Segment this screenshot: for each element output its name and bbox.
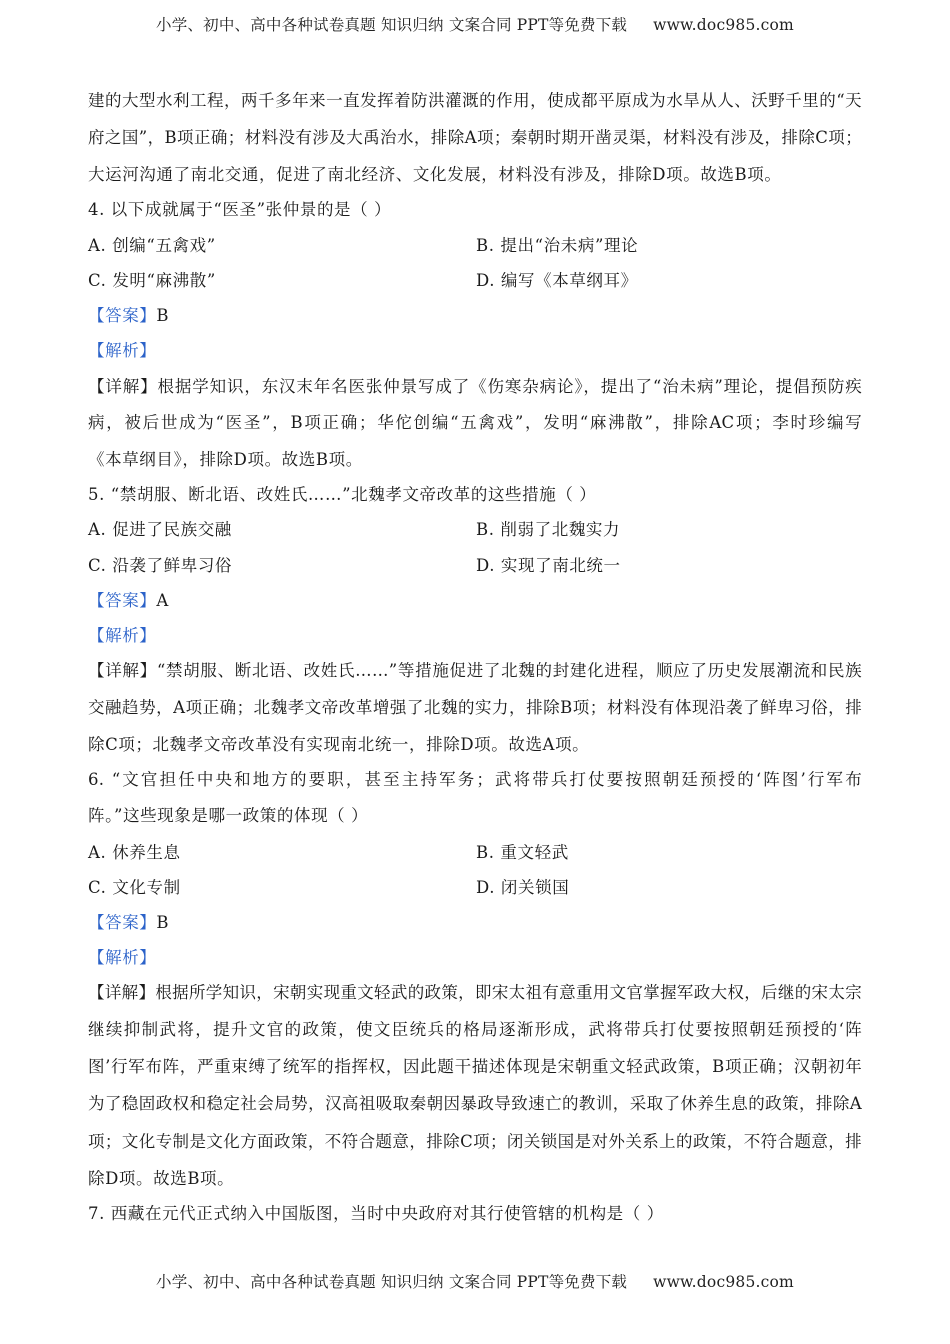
q4-question: 4. 以下成就属于“医圣”张仲景的是（ ）: [88, 200, 392, 219]
page-footer: [0, 1270, 950, 1292]
q4-answer: [88, 305, 169, 327]
q4-detail-line-2: 病，被后世成为“医圣”，B项正确；华佗创编“五禽戏”，发明“麻沸散”，排除AC项；李时珍编写: [88, 413, 862, 432]
detail-tag: 【详解】: [88, 377, 158, 396]
q5-question: 5. “禁胡服、断北语、改姓氏……”北魏孝文帝改革的这些措施（ ）: [88, 485, 597, 504]
q6-question-line-1: 6. “文官担任中央和地方的要职，甚至主持军务；武将带兵打仗要按照朝廷预授的‘阵图’行军布: [88, 770, 862, 789]
q4-option-d: D. 编写《本草纲耳》: [476, 271, 638, 290]
q4-option-b: B. 提出“治未病”理论: [476, 236, 639, 255]
q6-analysis: [88, 947, 156, 969]
q5-analysis: [88, 625, 156, 647]
answer-value: B: [156, 913, 170, 932]
answer-value: A: [156, 591, 169, 610]
intro-line-3: 大运河沟通了南北交通，促进了南北经济、文化发展，材料没有涉及，排除D项。故选B项。: [88, 165, 782, 184]
footer-url[interactable]: www.doc985.com: [653, 1273, 794, 1291]
answer-value: B: [156, 306, 170, 325]
detail-text: 根据所学知识，宋朝实现重文轻武的政策，即宋太祖有意重用文官掌握军政大权，后继的宋太宗: [155, 983, 862, 1002]
answer-tag: 【答案】: [88, 913, 157, 932]
detail-text: 根据学知识，东汉末年名医张仲景写成了《伤寒杂病论》，提出了“治未病”理论，提倡预防疾: [157, 377, 862, 396]
q6-detail-line-2: 继续抑制武将，提升文官的政策，使文臣统兵的格局逐渐形成，武将带兵打仗要按照朝廷预授的‘阵: [88, 1020, 862, 1039]
q6-detail-line-4: 为了稳固政权和稳定社会局势，汉高祖吸取秦朝因暴政导致速亡的教训，采取了休养生息的政策，排除A: [88, 1094, 862, 1113]
q6-detail-line-5: 项；文化专制是文化方面政策，不符合题意，排除C项；闭关锁国是对外关系上的政策，不符合题意，排: [88, 1132, 862, 1151]
q6-answer: [88, 912, 169, 934]
q4-option-c: C. 发明“麻沸散”: [88, 271, 216, 290]
q6-option-c: C. 文化专制: [88, 878, 181, 897]
q6-detail-line-3: 图’行军布阵，严重束缚了统军的指挥权，因此题干描述体现是宋朝重文轻武政策，B项正确；汉朝初年: [88, 1057, 862, 1076]
analysis-tag: 【解析】: [88, 341, 157, 360]
q4-detail-line-3: 《本草纲目》，排除D项。故选B项。: [88, 450, 363, 469]
intro-line-2: 府之国”，B项正确；材料没有涉及大禹治水，排除A项；秦朝时期开凿灵渠，材料没有涉及，排除C项；: [88, 128, 862, 147]
q5-option-a: A. 促进了民族交融: [88, 520, 232, 539]
q6-question-line-2: 阵。”这些现象是哪一政策的体现（ ）: [88, 806, 369, 825]
q6-detail-line-1: [88, 982, 862, 1004]
q5-detail-line-2: 交融趋势，A项正确；北魏孝文帝改革增强了北魏的实力，排除B项；材料没有体现沿袭了鲜卑习俗，排: [88, 698, 862, 717]
q6-detail-line-6: 除D项。故选B项。: [88, 1169, 235, 1188]
intro-line-1: 建的大型水利工程，两千多年来一直发挥着防洪灌溉的作用，使成都平原成为水旱从人、沃野千里的“天: [88, 91, 862, 110]
analysis-tag: 【解析】: [88, 626, 157, 645]
q5-option-c: C. 沿袭了鲜卑习俗: [88, 556, 233, 575]
q7-question: 7. 西藏在元代正式纳入中国版图，当时中央政府对其行使管辖的机构是（ ）: [88, 1204, 664, 1223]
q4-analysis: [88, 340, 156, 362]
q5-answer: [88, 590, 169, 612]
page-header: [0, 13, 950, 35]
q6-option-d: D. 闭关锁国: [476, 878, 570, 897]
q5-option-d: D. 实现了南北统一: [476, 556, 621, 575]
header-url[interactable]: www.doc985.com: [653, 16, 794, 34]
answer-tag: 【答案】: [88, 591, 157, 610]
q5-detail-line-3: 除C项；北魏孝文帝改革没有实现南北统一，排除D项。故选A项。: [88, 735, 590, 754]
detail-tag: 【详解】: [88, 661, 157, 680]
footer-text: 小学、初中、高中各种试卷真题 知识归纳 文案合同 PPT等免费下载: [156, 1273, 628, 1291]
answer-tag: 【答案】: [88, 306, 157, 325]
header-text: 小学、初中、高中各种试卷真题 知识归纳 文案合同 PPT等免费下载: [156, 16, 628, 34]
q5-option-b: B. 削弱了北魏实力: [476, 520, 621, 539]
analysis-tag: 【解析】: [88, 948, 157, 967]
detail-tag: 【详解】: [88, 983, 156, 1002]
detail-text: “禁胡服、断北语、改姓氏……”等措施促进了北魏的封建化进程，顺应了历史发展潮流和民族: [156, 661, 862, 680]
q6-option-a: A. 休养生息: [88, 843, 181, 862]
q4-option-a: A. 创编“五禽戏”: [88, 236, 216, 255]
q5-detail-line-1: [88, 660, 862, 682]
q4-detail-line-1: [88, 376, 862, 398]
q6-option-b: B. 重文轻武: [476, 843, 569, 862]
